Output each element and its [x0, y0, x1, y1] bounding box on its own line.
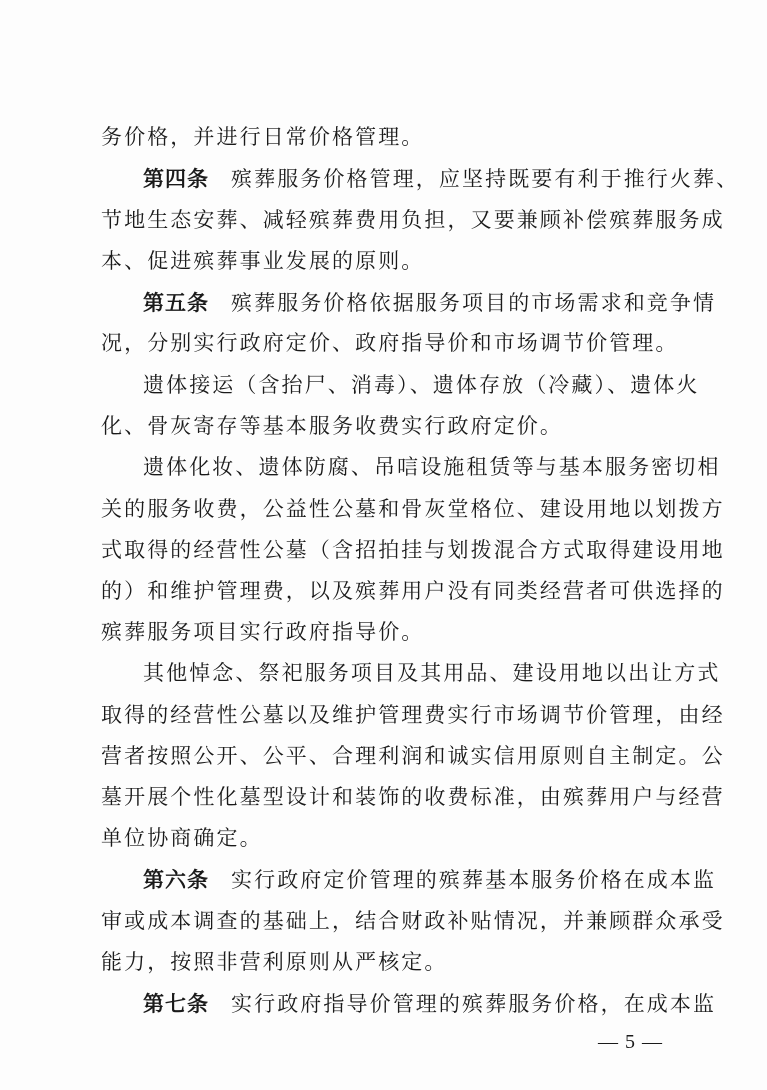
text-line: 营者按照公开、公平、合理利润和诚实信用原则自主制定。公 [101, 744, 725, 768]
article-7-paragraph: 第七条 实行政府指导价管理的殡葬服务价格，在成本监 [143, 992, 717, 1016]
text-line: 的）和维护管理费，以及殡葬用户没有同类经营者可供选择的 [101, 579, 725, 603]
article-heading: 第五条 [143, 291, 209, 315]
article-heading: 第七条 [143, 992, 209, 1016]
text-line: 殡葬服务项目实行政府指导价。 [101, 620, 425, 644]
text-line: 单位协商确定。 [101, 826, 263, 850]
article-heading: 第四条 [143, 167, 209, 191]
article-6-paragraph: 第六条 实行政府定价管理的殡葬基本服务价格在成本监 [143, 868, 717, 892]
text-line: 本、促进殡葬事业发展的原则。 [101, 249, 425, 273]
text-line: 关的服务收费，公益性公墓和骨灰堂格位、建设用地以划拨方 [101, 497, 725, 521]
text-line: 况，分别实行政府定价、政府指导价和市场调节价管理。 [101, 331, 679, 355]
article-4-paragraph: 第四条 殡葬服务价格管理，应坚持既要有利于推行火葬、 [143, 167, 740, 191]
text-line: 取得的经营性公墓以及维护管理费实行市场调节价管理，由经 [101, 703, 725, 727]
article-heading: 第六条 [143, 868, 209, 892]
article-5-paragraph: 第五条 殡葬服务价格依据服务项目的市场需求和竞争情 [143, 291, 717, 315]
text-line: 节地生态安葬、减轻殡葬费用负担，又要兼顾补偿殡葬服务成 [101, 208, 725, 232]
text-line: 式取得的经营性公墓（含招拍挂与划拨混合方式取得建设用地 [101, 538, 725, 562]
text-line: 遗体接运（含抬尸、消毒）、遗体存放（冷藏）、遗体火 [143, 373, 700, 397]
text-line: 审或成本调查的基础上，结合财政补贴情况，并兼顾群众承受 [101, 909, 725, 933]
text-line: 墓开展个性化墓型设计和装饰的收费标准，由殡葬用户与经营 [101, 785, 725, 809]
page-number: — 5 — [598, 1031, 663, 1053]
text-line: 能力，按照非营利原则从严核定。 [101, 950, 448, 974]
text-line: 化、骨灰寄存等基本服务收费实行政府定价。 [101, 414, 563, 438]
text-line: 其他悼念、祭祀服务项目及其用品、建设用地以出让方式 [143, 661, 721, 685]
text-line: 遗体化妆、遗体防腐、吊唁设施租赁等与基本服务密切相 [143, 455, 721, 479]
text-line: 务价格，并进行日常价格管理。 [101, 125, 425, 149]
